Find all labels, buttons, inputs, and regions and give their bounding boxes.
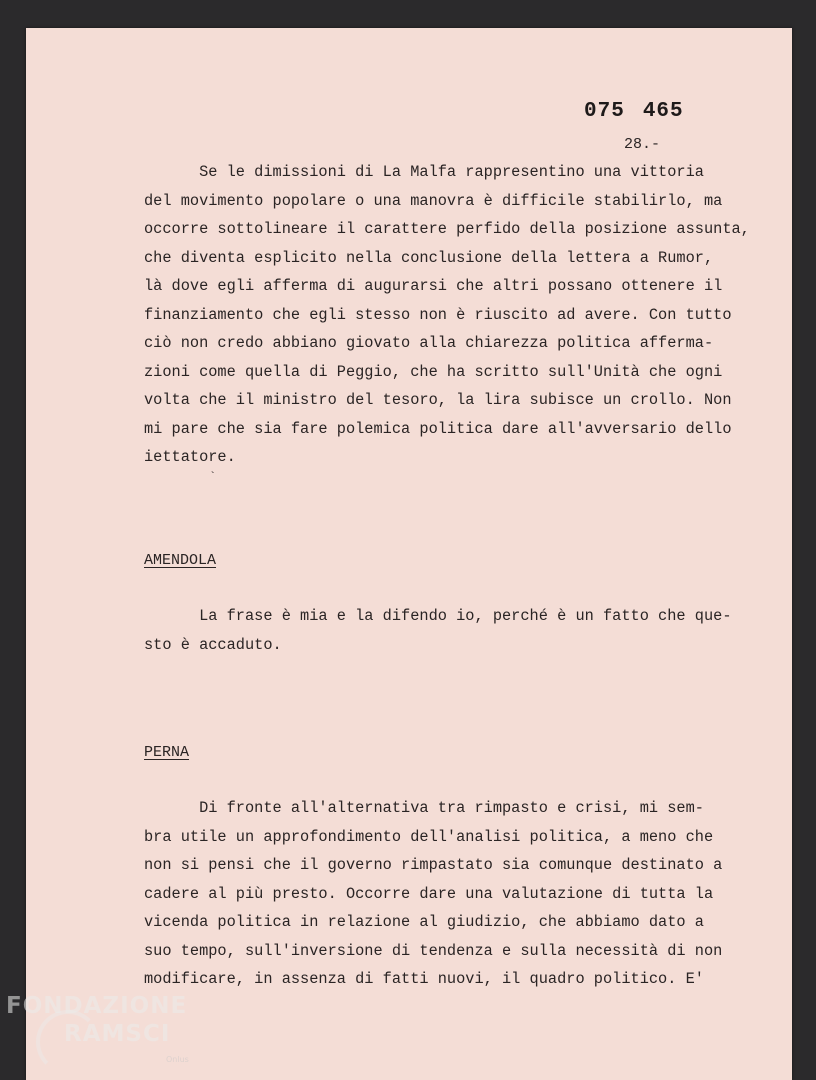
text-line: vicenda politica in relazione al giudizio, che abbiamo dato a [144, 913, 704, 931]
speaker-amendola: AMENDOLA [144, 552, 217, 569]
paragraph-1 [144, 158, 750, 472]
text-line: mi pare che sia fare polemica politica dare all'avversario dello [144, 419, 732, 438]
stamp-part-1: 075 [584, 100, 625, 123]
text-line: Di fronte all'alternativa tra rimpasto e crisi, mi sem- [144, 799, 704, 817]
text-line: zioni come quella di Peggio, che ha scritto sull'Unità che ogni [144, 362, 723, 381]
stamp-part-2: 465 [642, 100, 684, 123]
text-line: non si pensi che il governo rimpastato sia comunque destinato a [144, 856, 723, 874]
watermark-line-2: RAMSCI [64, 1021, 171, 1047]
text-line: modificare, in assenza di fatti nuovi, il quadro politico. E' [144, 970, 704, 988]
text-line: sto è accaduto. [144, 635, 282, 654]
fondazione-gramsci-watermark [6, 992, 189, 1064]
text-line: occorre sottolineare il carattere perfido della posizione assunta, [144, 220, 750, 238]
stray-mark: ` [209, 470, 217, 484]
text-line: volta che il ministro del tesoro, la lira subisce un crollo. Non [144, 391, 732, 409]
text-line: suo tempo, sull'inversione di tendenza e sulla necessità di non [144, 941, 723, 960]
archive-stamp-number [584, 100, 702, 123]
text-line: finanziamento che egli stesso non è riuscito ad avere. Con tutto [144, 305, 732, 324]
watermark-sub: Onlus [166, 1055, 189, 1064]
text-line: iettatore. [144, 448, 236, 466]
text-line: del movimento popolare o una manovra è difficile stabilirlo, ma [144, 191, 723, 210]
text-line: Se le dimissioni di La Malfa rappresentino una vittoria [144, 163, 704, 181]
text-line: ciò non credo abbiano giovato alla chiarezza politica afferma- [144, 334, 714, 352]
logo-arc-icon [36, 1010, 100, 1074]
text-line: cadere al più presto. Occorre dare una valutazione di tutta la [144, 884, 714, 903]
text-line: La frase è mia e la difendo io, perché è un fatto che que- [144, 607, 732, 625]
text-line: che diventa esplicito nella conclusione della lettera a Rumor, [144, 248, 714, 267]
paragraph-2 [144, 602, 732, 659]
text-line: bra utile un approfondimento dell'analisi politica, a meno che [144, 827, 714, 846]
watermark-line-1: FONDAZIONE [6, 993, 188, 1019]
speaker-perna: PERNA [144, 744, 190, 761]
text-line: là dove egli afferma di augurarsi che altri possano ottenere il [144, 277, 723, 295]
paragraph-3 [144, 794, 722, 994]
page-number: 28.- [624, 136, 661, 153]
